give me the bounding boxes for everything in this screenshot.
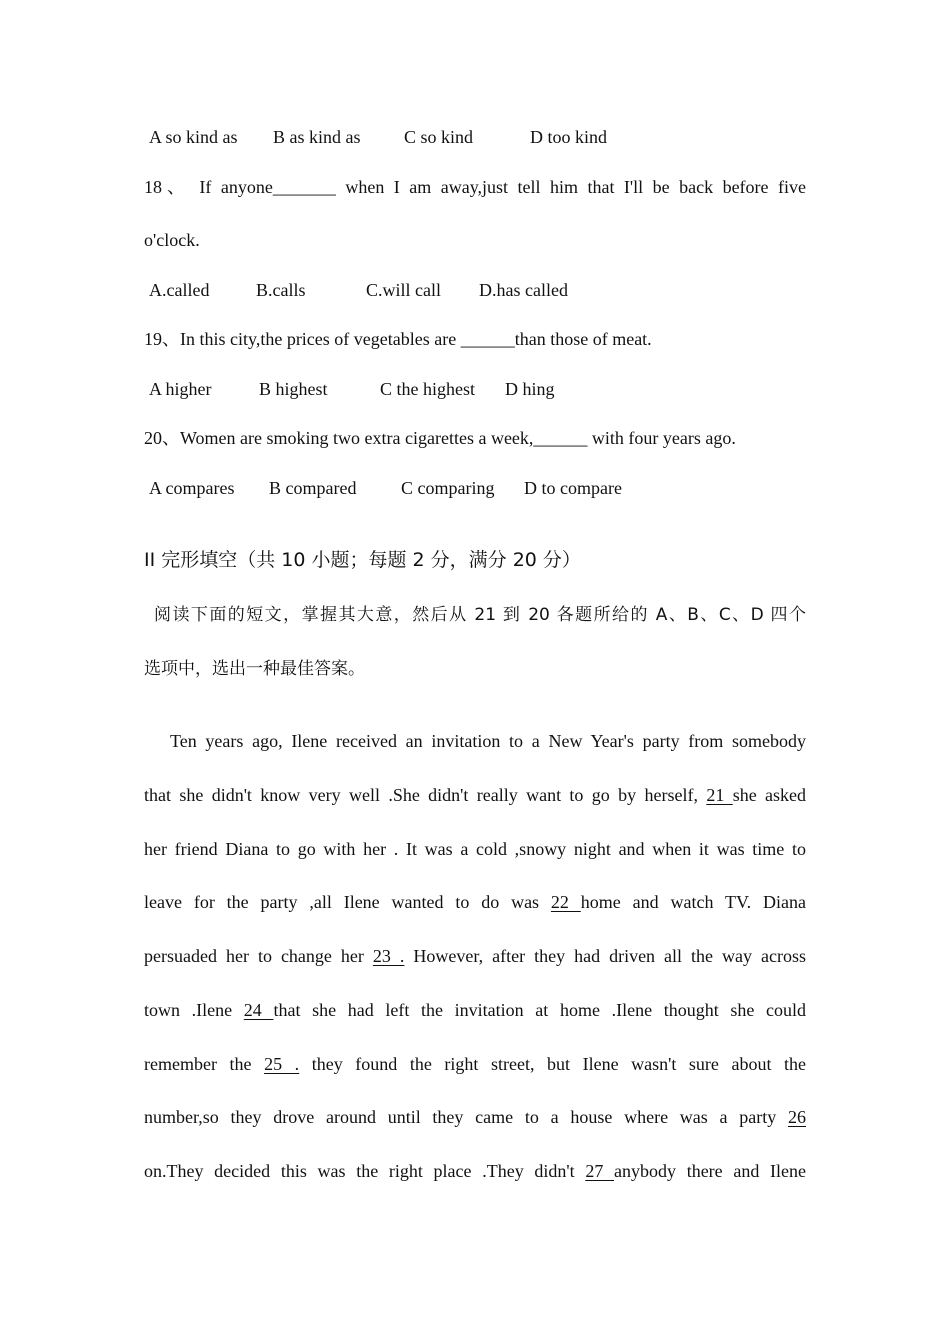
passage-text: she asked — [732, 785, 807, 805]
passage-text: leave for the party ,all Ilene wanted to do was — [144, 892, 551, 912]
q20-option-d: D to compare — [524, 478, 622, 498]
passage-text: town .Ilene — [144, 1000, 233, 1020]
section-title: II 完形填空（共 10 小题；每题 2 分，满分 20 分） — [144, 549, 581, 571]
passage-text: they found the right street, but Ilene wasn't sure about the — [311, 1054, 807, 1074]
passage-line-6 — [144, 998, 806, 1022]
passage-line-3: her friend Diana to go with her . It was a cold ,snowy night and when it was time to — [144, 839, 806, 859]
q18-option-d: D.has called — [479, 280, 568, 300]
section-instruction-line1: 阅读下面的短文，掌握其大意，然后从 21 到 20 各题所给的 A、B、C、D 四个 — [154, 605, 806, 625]
section-instruction-line2: 选项中，选出一种最佳答案。 — [144, 659, 365, 679]
passage-text: remember the — [144, 1054, 252, 1074]
blank-24: 24 — [243, 1000, 274, 1020]
blank-23: 23 . — [372, 946, 405, 966]
q18-option-c: C.will call — [366, 280, 441, 300]
passage-line-2 — [144, 783, 806, 807]
blank-21: 21 — [706, 785, 733, 805]
passage-line-8 — [144, 1105, 806, 1129]
passage-line-4 — [144, 890, 806, 914]
q18-option-a: A.called — [149, 280, 210, 300]
q17-option-c: C so kind — [404, 127, 474, 147]
passage-text: home and watch TV. Diana — [580, 892, 806, 912]
passage-text: anybody there and Ilene — [614, 1161, 807, 1181]
q20-question: 20、Women are smoking two extra cigarettes a week,______ with four years ago. — [144, 428, 736, 448]
q20-option-b: B compared — [269, 478, 357, 498]
passage-text: However, after they had driven all the way across — [413, 946, 806, 966]
q19-option-b: B highest — [259, 379, 328, 399]
q19-question: 19、In this city,the prices of vegetables are ______than those of meat. — [144, 329, 652, 349]
blank-25: 25 . — [264, 1054, 300, 1074]
q18-question-line1: 18、 If anyone_______ when I am away,just tell him that I'll be back before five — [144, 177, 806, 197]
passage-text: that she had left the invitation at home .Ilene thought she could — [273, 1000, 807, 1020]
q20-option-c: C comparing — [401, 478, 495, 498]
q18-option-b: B.calls — [256, 280, 306, 300]
blank-27: 27 — [585, 1161, 615, 1181]
blank-22: 22 — [550, 892, 581, 912]
blank-26: 26 — [788, 1107, 806, 1127]
q19-option-c: C the highest — [380, 379, 475, 399]
q20-option-a: A compares — [149, 478, 235, 498]
passage-line-5 — [144, 944, 806, 968]
passage-text: number,so they drove around until they came to a house where was a party — [144, 1107, 777, 1127]
q17-option-b: B as kind as — [273, 127, 361, 147]
q17-option-a: A so kind as — [149, 127, 238, 147]
passage-line-7 — [144, 1052, 806, 1076]
passage-text: on.They decided this was the right place .They didn't — [144, 1161, 586, 1181]
q17-option-d: D too kind — [530, 127, 608, 147]
q19-option-d: D hing — [505, 379, 555, 399]
passage-text: persuaded her to change her — [144, 946, 373, 966]
passage-text: that she didn't know very well .She didn't really want to go by herself, — [144, 785, 698, 805]
passage-line-1: Ten years ago, Ilene received an invitation to a New Year's party from somebody — [170, 731, 806, 751]
q18-question-line2: o'clock. — [144, 230, 200, 250]
passage-line-9 — [144, 1159, 806, 1183]
q19-option-a: A higher — [149, 379, 212, 399]
